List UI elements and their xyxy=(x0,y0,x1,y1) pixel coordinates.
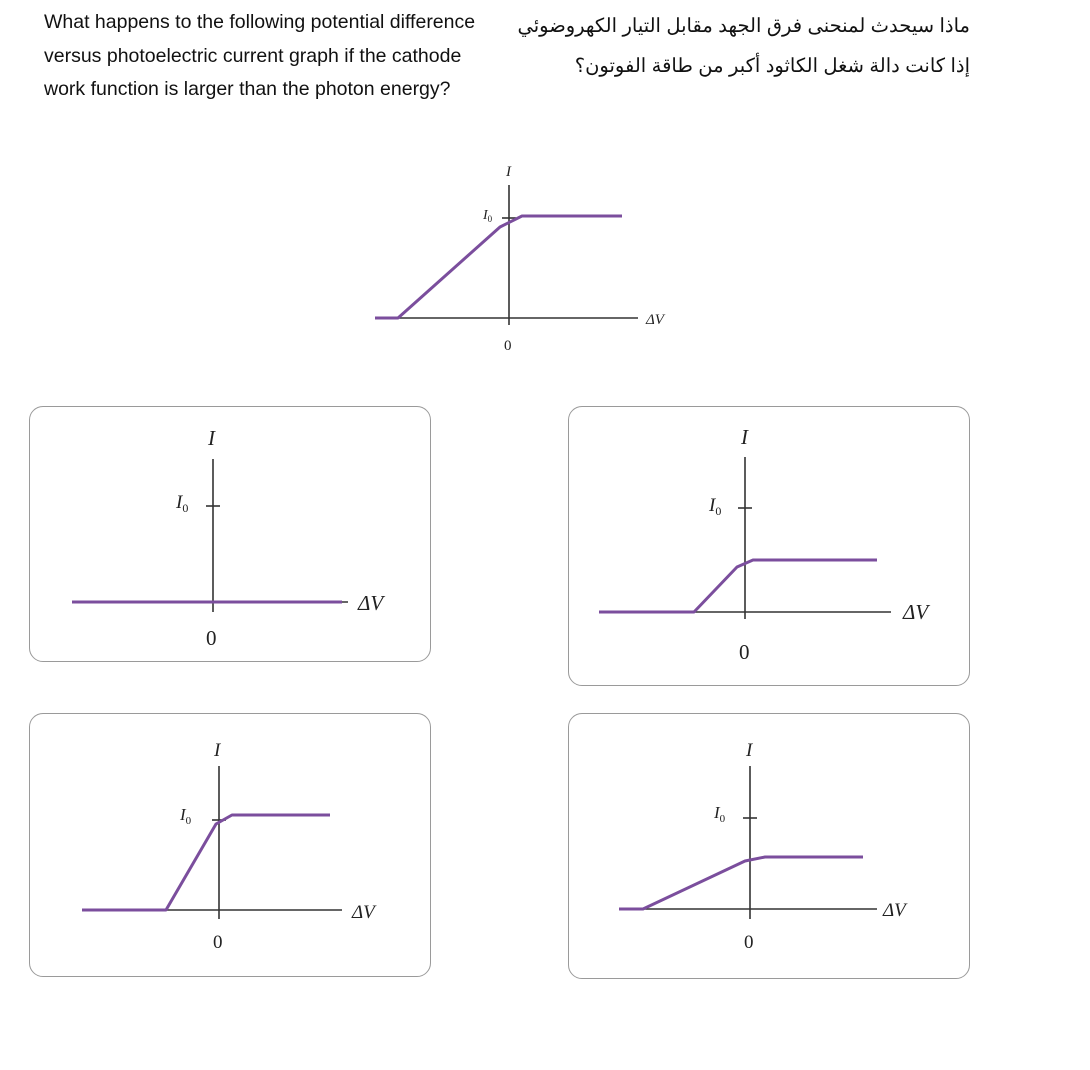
reference-graph-dv-label: ΔV xyxy=(646,312,664,328)
option-top-right-origin-label: 0 xyxy=(739,640,750,664)
option-top-left-origin-label: 0 xyxy=(206,626,217,650)
option-bottom-right-curve xyxy=(619,857,863,909)
option-bottom-right-dv-label: ΔV xyxy=(883,900,906,921)
question-arabic: ماذا سيحدث لمنحنى فرق الجهد مقابل التيار الكهروضوئي إذا كانت دالة شغل الكاثود أكبر من طاقة الفوتون؟ xyxy=(517,15,970,77)
option-top-left-graph xyxy=(30,407,432,663)
option-bottom-left-i0-label: $I_0$ xyxy=(180,805,192,827)
option-top-left[interactable] xyxy=(29,406,431,662)
reference-graph-curve xyxy=(375,216,622,318)
option-bottom-right[interactable] xyxy=(568,713,970,979)
reference-graph-origin-label: 0 xyxy=(504,338,512,354)
option-bottom-right-origin-label: 0 xyxy=(744,932,754,953)
option-top-right[interactable] xyxy=(568,406,970,686)
option-top-right-i0-label: $I_0$ xyxy=(709,495,722,518)
option-top-right-i-label: I xyxy=(741,425,748,449)
option-bottom-left-curve xyxy=(82,815,330,910)
reference-graph-i-label: I xyxy=(506,164,511,180)
option-bottom-left-i-label: I xyxy=(214,740,221,761)
reference-graph-i0-label: $I_0$ xyxy=(483,208,493,224)
option-top-left-dv-label: ΔV xyxy=(358,591,384,615)
option-bottom-left-origin-label: 0 xyxy=(213,932,223,953)
option-top-left-i0-label: $I_0$ xyxy=(176,492,189,515)
option-top-left-i-label: I xyxy=(208,426,215,450)
option-bottom-right-i0-label: $I_0$ xyxy=(714,803,726,825)
reference-graph xyxy=(360,150,700,360)
option-top-right-dv-label: ΔV xyxy=(903,600,929,624)
option-bottom-left[interactable] xyxy=(29,713,431,977)
option-top-right-graph xyxy=(569,407,971,687)
option-bottom-left-graph xyxy=(30,714,432,978)
question-english: What happens to the following potential difference versus photoelectric current graph if the cathode work function is larger than the photon energy? xyxy=(44,11,476,100)
option-bottom-left-dv-label: ΔV xyxy=(352,902,375,923)
option-bottom-right-graph xyxy=(569,714,971,980)
option-top-right-curve xyxy=(599,560,877,612)
option-bottom-right-i-label: I xyxy=(746,740,753,761)
